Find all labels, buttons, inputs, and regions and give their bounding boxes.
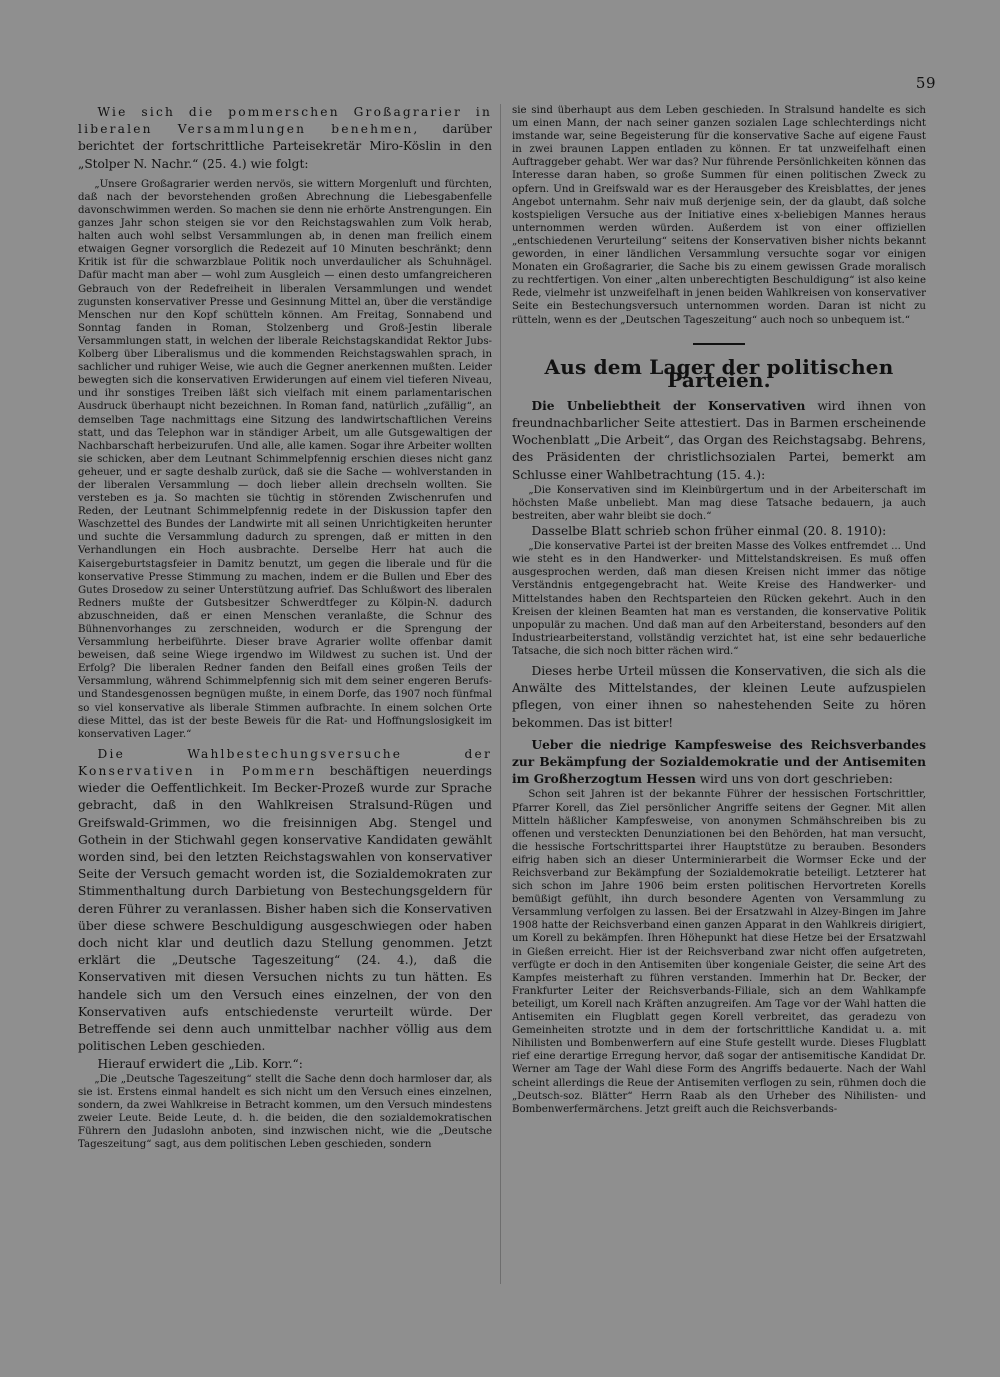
paragraph-lead: Die Wahlbestechungsversuche der Konservativen in Pommern [78,746,492,779]
paragraph-pommern-agrarier: Wie sich die pommerschen Großagrarier in liberalen Versammlungen benehmen, darüber berichtet der fortschrittliche Parteisekretär Miro-Köslin in den „Stolper N. Nachr.“ (25. 4.) wie folgt: [78,105,492,171]
quote-hessen-report: Schon seit Jahren ist der bekannte Führer der hessischen Fortschrittler, Pfarrer Korell, das Ziel persönlicher Angriffe seitens der Gegner. Mit allen Mitteln häßlicher Kampfesweise, von anonymen Schmähschreiben bis zu offenen und versteckten Denunziationen bei den Behörden, hat man versucht, die hessische Fortschrittspartei ihrer Hauptstütze zu berauben. Besonders eifrig haben sich an dieser Unterminierarbeit die Wormser Ecke und der Reichsverband zur Bekämpfung der Sozialdemokratie beteiligt. Letzterer hat sich schon im Jahre 1906 beim ersten politischen Hervortreten Korells bemüßigt gefühlt, ihn durch besondere Agenten von Versammlung zu Versammlung verfolgen zu lassen. Bei der Ersatzwahl in Alzey-Bingen im Jahre 1908 hatte der Reichsverband einen ganzen Apparat in den Wahlkreis dirigiert, um Korell zu bekämpfen. Ihren Höhepunkt hat diese Hetze bei der Ersatzwahl in Gießen erreicht. Hier ist der Reichsverband zwar nicht offen aufgetreten, verfügte er doch in den Antisemiten über kongeniale Geister, die seine Art des Kampfes meisterhaft zu führen verstanden. Immerhin hat Dr. Becker, der Frankfurter Leiter der Reichsverbands-Filiale, sich an dem Wahlkampfe beteiligt, um Korell nach Kräften anzugreifen. Am Tage vor der Wahl hatten die Antisemiten ein Flugblatt gegen Korell verbreitet, das geradezu von Gemeinheiten strotzte und in dem der fortschrittliche Kandidat u. a. mit Nihilisten und Bombenwerfern auf eine Stufe gestellt wurde. Dieses Flugblatt rief eine derartige Erregung hervor, daß sogar der antisemitische Kandidat Dr. Werner am Tage der Wahl diese Form des Angriffs bedauerte. Nach der Wahl scheint allerdings die Reue der Antisemiten verflogen zu sein, rühmen doch die „Deutsch-soz. Blätter“ Herrn Raab als den Urheber des Nihilisten- und Bombenwerfermärchens. Jetzt greift auch die Reichsverbands- [512,789,926,1115]
page-number: 59 [915,74,936,92]
quote-die-arbeit-2: „Die konservative Partei ist der breiten Masse des Volkes entfremdet ... Und wie steht es in den Handwerker- und Mittelstandskreisen. Es muß offen ausgesprochen werden, daß man diesen Kreisen nicht immer das nötige Verständnis entgegengebracht hat. Weite Kreise des Handwerker- und Mittelstandes haben den Rechtsparteien den Rücken gekehrt. Auch in den Kreisen der kleinen Beamten hat man es verstanden, die konservative Politik unpopulär zu machen. Und daß man auf den Arbeiterstand, besonders auf den Industriearbeiterstand, vollständig verzichtet hat, ist eine sehr bedauerliche Tatsache, die sich noch bitter rächen wird.“ [512,541,926,657]
section-headline: Aus dem Lager der politischen Parteien. [544,354,894,393]
paragraph-lead: Ueber die niedrige Kampfesweise des Reichsverbandes zur Bekämpfung der Sozialdemokratie und der Antisemiten im Großherzogtum Hessen [512,737,926,787]
right-column [512,104,926,1116]
quote-die-arbeit-1: „Die Konservativen sind im Kleinbürgertum und in der Arbeiterschaft im höchsten Maße unbeliebt. Man mag diese Tatsache bedauern, ja auch bestreiten, aber wahr bleibt sie doch.“ [512,484,926,522]
quote-stolper-nachrichten: „Unsere Großagrarier werden nervös, sie wittern Morgenluft und fürchten, daß nach der bevorstehenden großen Abrechnung die Liebesgabenfelle davonschwimmen werden. So machen sie denn nie erhörte Anstrengungen. Ein ganzes Jahr schon steigen sie vor den Reichstagswahlen zum Volk herab, halten auch wohl selbst Versammlungen ab, in denen man freilich einem etwaigen Gegner vorsorglich die Redezeit auf 10 Minuten beschränkt; denn Kritik ist für die schwarzblaue Politik noch unverdaulicher als Schuhnägel. Dafür macht man aber — wohl zum Ausgleich — einen desto umfangreicheren Gebrauch von der Redefreiheit in liberalen Versammlungen und wendet zugunsten konservativer Presse und Gesinnung Mittel an, über die verständige Menschen nur den Kopf schütteln können. Am Freitag, Sonnabend und Sonntag fanden in Roman, Stolzenberg und Groß-Jestin liberale Versammlungen statt, in welchen der liberale Reichstagskandidat Rektor Jubs-Kolberg über Liberalismus und die kommenden Reichstagswahlen sprach, in sachlicher und ruhiger Weise, wie auch die Gegner anerkennen mußten. Leider bewegten sich die konservativen Erwiderungen auf einem viel tieferen Niveau, und ihr sonstiges Treiben läßt sich vielfach mit einem parlamentarischen Ausdruck überhaupt nicht bezeichnen. In Roman fand, natürlich „zufällig“, an demselben Tage nachmittags eine Sitzung des landwirtschaftlichen Vereins statt, und das Telephon war in ständiger Arbeit, um alle Gutsgewaltigen der Nachbarschaft herbeizurufen. Und alle, alle kamen. Sogar ihre Arbeiter wollten sie schicken, aber dem Leutnant Schimmelpfennig erschien dieses nicht ganz geheuer, und er sagte deshalb zurück, daß sie die Sache — wohlverstanden in der liberalen Versammlung — doch lieber allein drechseln wollten. Sie versteben es ja. So machten sie tüchtig in störenden Zwischenrufen und Reden, der Leutnant Schimmelpfennig redete in der Diskussion tapfer den Waschzettel des Bundes der Landwirte mit all seinen Unrichtigkeiten herunter und suchte die Versammlung dadurch zu sprengen, daß er mitten in den Verhandlungen ein Hoch ausbrachte. Derselbe Herr hat auch die Kaisergeburtstagsfeier in Damitz benutzt, um gegen die liberale und für die konservative Presse Stimmung zu machen, indem er die Bullen und Eber des Gutes Drosedow zu seiner Unterstützung aufrief. Das Schlußwort des liberalen Redners mußte der Gutsbesitzer Schwerdtfeger zu Kölpin-N. dadurch abzuschneiden, daß er einen Menschen veranlaßte, die Schnur des Bühnenvorhanges zu zerschneiden, wodurch er die Sprengung der Versammlung herbeiführte. Dieser brave Agrarier wollte offenbar damit beweisen, daß seine Wiege irgendwo im Wildwest zu suchen ist. Und der Erfolg? Die liberalen Redner fanden den Beifall eines großen Teils der Versammlung, während Schimmelpfennig sich mit dem seiner engeren Berufs- und Standesgenossen begnügen mußte, in einem Dorfe, das 1907 noch fünfmal so viel konservative als liberale Stimmen aufbrachte. In einem solchen Orte diese Mittel, das ist der beste Beweis für die Rat- und Hoffnungslosigkeit im konservativen Lager.“ [78,178,492,740]
paragraph-dasselbe-blatt: Dasselbe Blatt schrieb schon früher einmal (20. 8. 1910): [531,523,887,538]
paragraph-hessen: Ueber die niedrige Kampfesweise des Reichsverbandes zur Bekämpfung der Sozialdemokratie und der Antisemiten im Großherzogtum Hessen wird uns von dort geschrieben: [512,737,926,787]
paragraph-herbe-urteil: Dieses herbe Urteil müssen die Konservativen, die sich als die Anwälte des Mittelstandes, der kleinen Leute aufzuspielen pflegen, von einer ihnen so nahestehenden Seite zu hören bekommen. Das ist bitter! [512,664,926,730]
paragraph-lead: Wie sich die pommerschen Großagrarier in liberalen Versammlungen benehmen, [78,105,492,137]
left-column [78,104,492,1151]
quote-lib-korr: „Die „Deutsche Tageszeitung“ stellt die Sache denn doch harmloser dar, als sie ist. Erstens einmal handelt es sich nicht um den Versuch eines einzelnen, sondern, da zwei Wahlkreise in Betracht kommen, um den Versuch mindestens zweier Leute. Beide Leute, d. h. die beiden, die den sozialdemokratischen Führern den Judaslohn anboten, sind inzwischen nicht, wie die „Deutsche Tageszeitung“ sagt, aus dem politischen Leben geschieden, sondern [78,1073,492,1151]
paragraph-lib-korr: Hierauf erwidert die „Lib. Korr.“: [97,1056,303,1071]
paragraph-lead: Die Unbeliebtheit der Konservativen [531,398,806,413]
section-rule [693,343,745,345]
quote-lib-korr-continued: sie sind überhaupt aus dem Leben geschieden. In Stralsund handelte es sich um einen Mann, der nach seiner ganzen sozialen Lage schlechterdings nicht imstande war, seine Begeisterung für die konservative Sache auf eigene Faust in zwei braunen Lappen entladen zu können. Er tat unzweifelhaft einen Auftraggeber gehabt. Wer war das? Nur führende Persönlichkeiten können das Interesse daran haben, so große Summen für einen politischen Zweck zu opfern. Und in Greifswald war es der Herausgeber des Kreisblattes, der jenes Angebot unternahm. Sehr naiv muß derjenige sein, der da glaubt, daß solche kostspieligen Versuche aus der Initiative eines x-beliebigen Mannes heraus unternommen werden würden. Außerdem ist von einer offiziellen „entschiedenen Verurteilung“ seitens der Konservativen bisher nichts bekannt geworden, in einer ländlichen Versammlung versuchte sogar vor einigen Monaten ein Großagrarier, die Sache bis zu einem gewissen Grade moralisch zu rechtfertigen. Von einer „alten unberechtigten Beschuldigung“ ist also keine Rede, vielmehr ist unzweifelhaft in jenen beiden Wahlkreisen von konservativer Seite ein Bestechungsversuch unternommen worden. Daran ist nicht zu rütteln, wenn es der „Deutschen Tageszeitung“ auch noch so unbequem ist.“ [512,105,926,326]
column-divider [500,104,501,1284]
paragraph-unbeliebtheit: Die Unbeliebtheit der Konservativen wird ihnen von freundnachbarlicher Seite attestiert. Das in Barmen erscheinende Wochenblatt „Die Arbeit“, das Organ des Reichstagsabg. Behrens, des Präsidenten der christlichsozialen Partei, bemerkt am Schlusse einer Wahlbetrachtung (15. 4.): [512,398,927,482]
paragraph-wahlbestechung: Die Wahlbestechungsversuche der Konservativen in Pommern beschäftigen neuerdings wieder die Oeffentlichkeit. Im Becker-Prozeß wurde zur Sprache gebracht, daß in den Wahlkreisen Stralsund-Rügen und Greifswald-Grimmen, wo die freisinnigen Abg. Stengel und Gothein in der Stichwahl gegen konservative Kandidaten gewählt worden sind, bei den letzten Reichstagswahlen von konservativer Seite der Versuch gemacht worden ist, die Sozialdemokraten zur Stimmenthaltung durch Darbietung von Bestechungsgeldern für deren Führer zu veranlassen. Bisher haben sich die Konservativen über diese schwere Beschuldigung ausgeschwiegen oder haben doch nicht klar und deutlich dazu Stellung genommen. Jetzt erklärt die „Deutsche Tageszeitung“ (24. 4.), daß die Konservativen mit diesen Versuchen nichts zu tun hätten. Es handele sich um den Versuch eines einzelnen, der von den Konservativen aufs entschiedenste verurteilt würde. Der Betreffende sei denn auch unmittelbar nachher völlig aus dem politischen Leben geschieden. [78,746,492,1054]
